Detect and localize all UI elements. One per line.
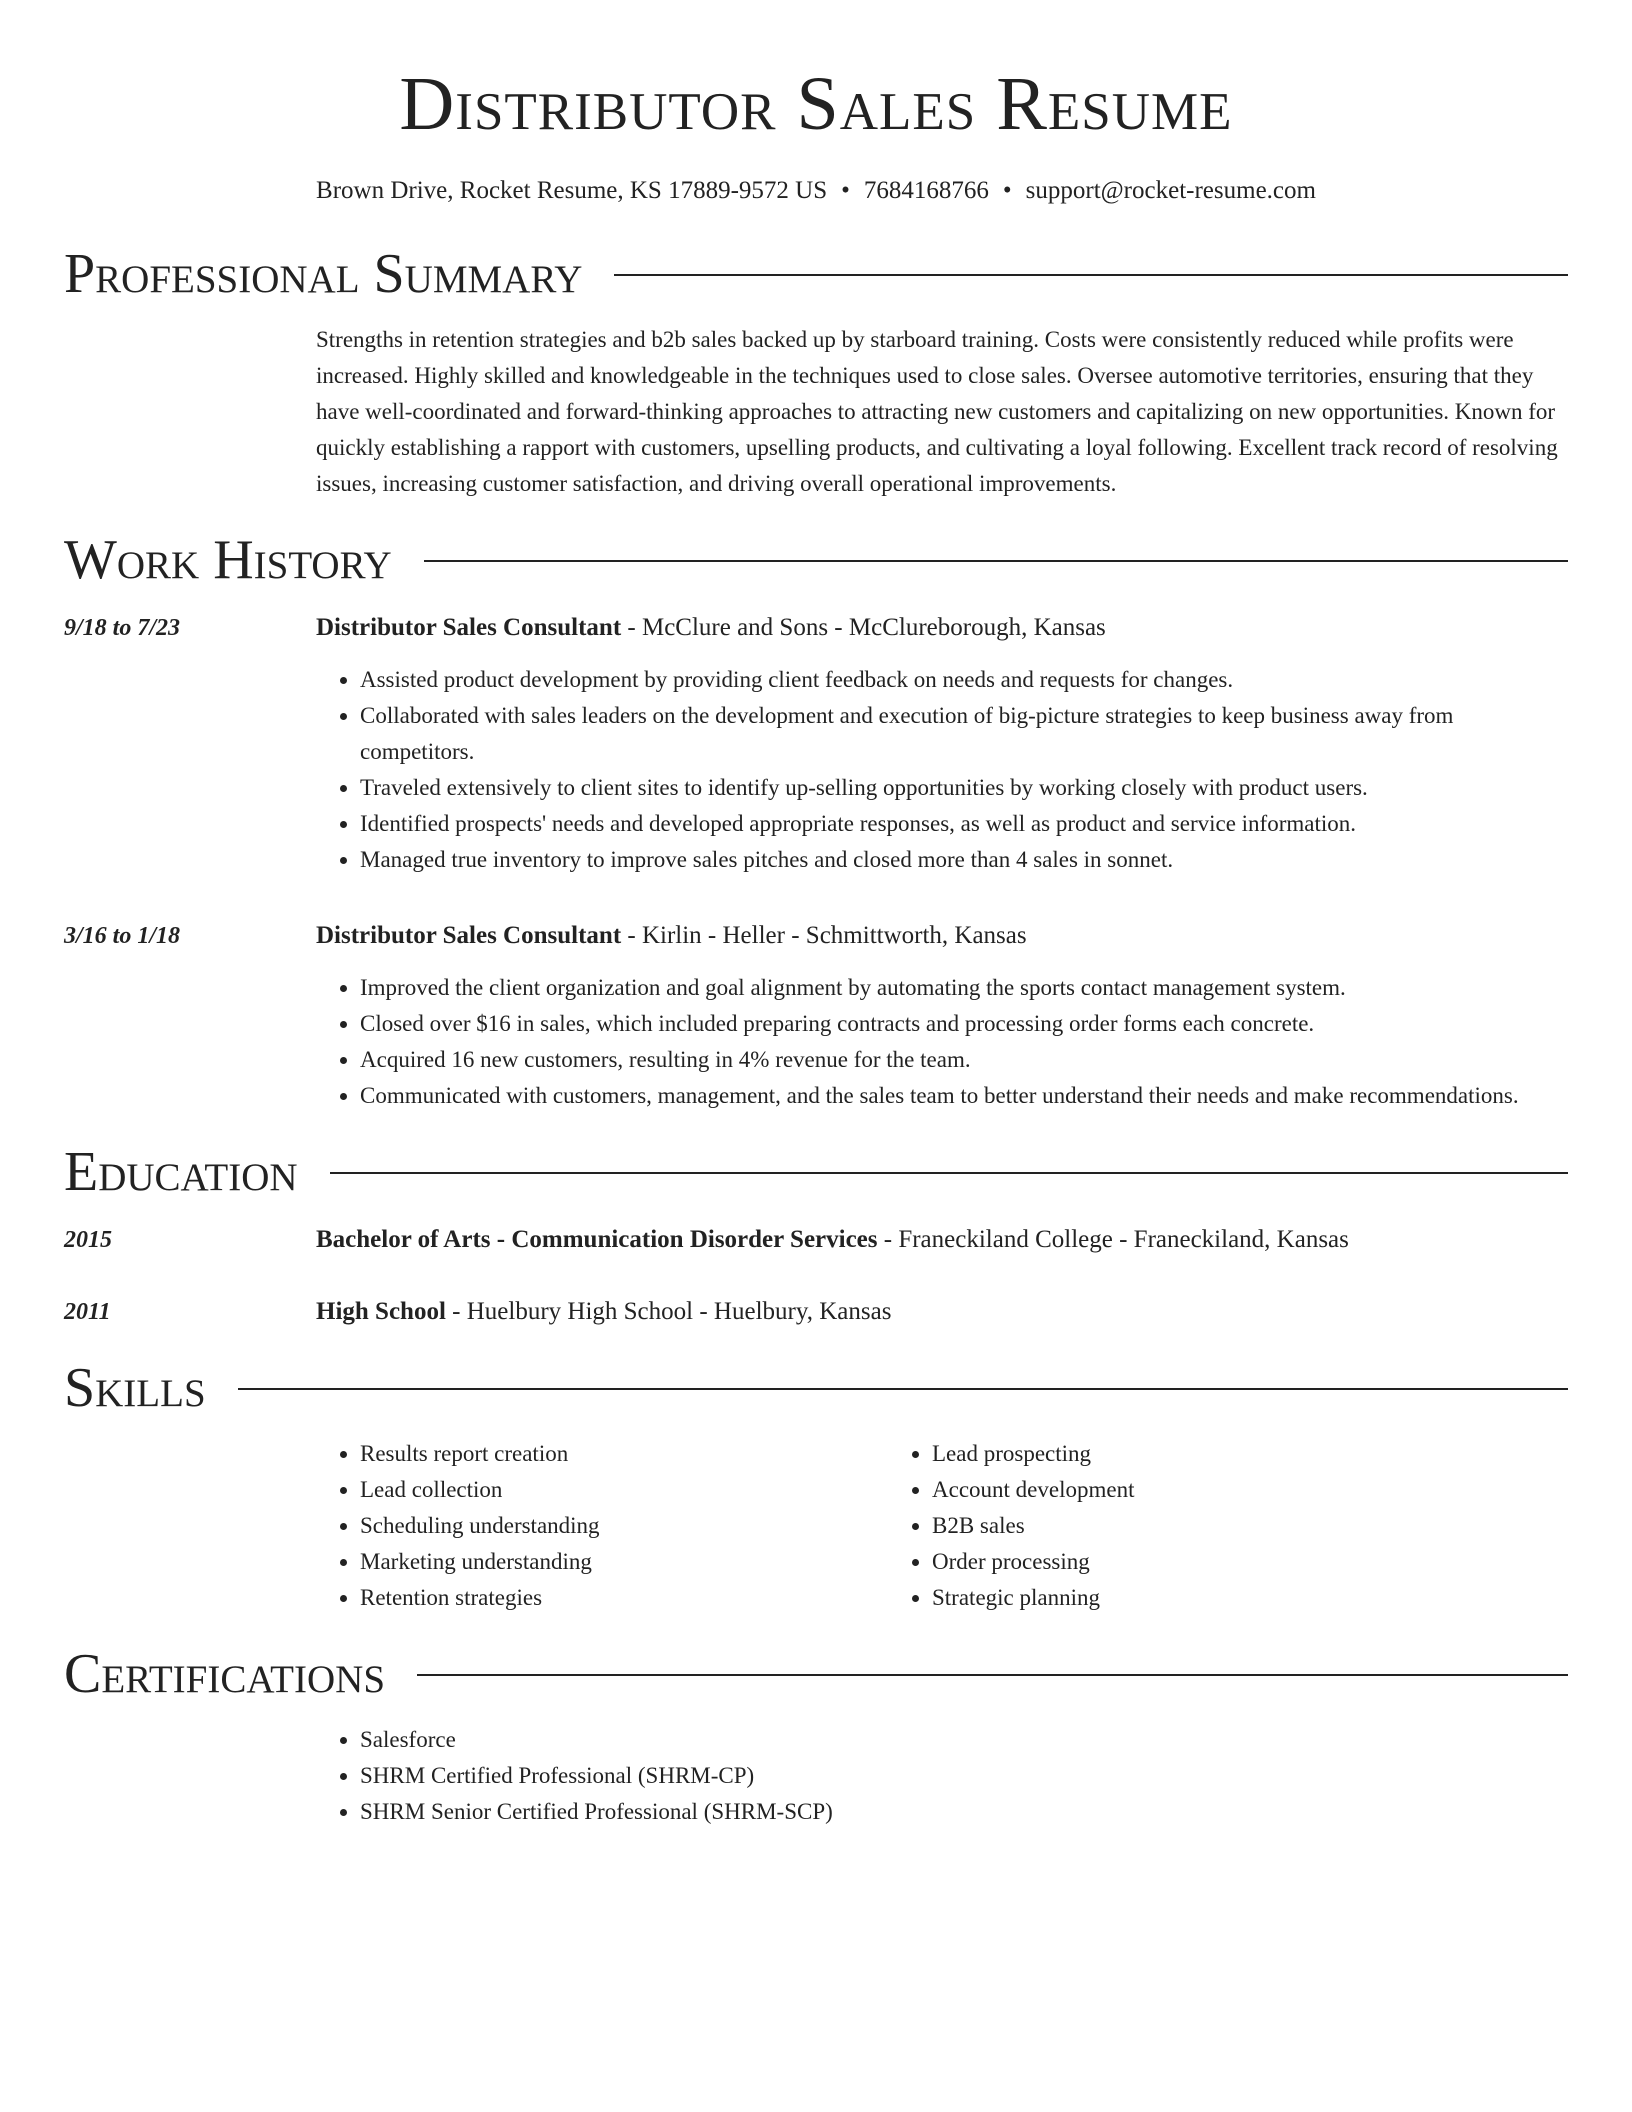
skill-item: • Strategic planning — [932, 1580, 1460, 1616]
skill-item: • Scheduling understanding — [360, 1508, 888, 1544]
skill-item: • Lead collection — [360, 1472, 888, 1508]
section-divider — [614, 274, 1568, 276]
certification-item: • Salesforce — [360, 1722, 1568, 1758]
job-bullet: • Assisted product development by providing client feedback on needs and requests for changes. — [360, 662, 1568, 698]
skill-item: • Lead prospecting — [932, 1436, 1460, 1472]
work-section-header — [64, 529, 1568, 591]
contact-line — [64, 176, 1568, 206]
education-info — [316, 1222, 1568, 1258]
section-title-education: Education — [64, 1141, 298, 1203]
job-heading — [316, 918, 1568, 954]
job-heading — [316, 610, 1568, 646]
certifications-list — [316, 1722, 1568, 1830]
section-title-certifications: Certifications — [64, 1643, 386, 1705]
certification-item: • SHRM Certified Professional (SHRM-CP) — [360, 1758, 1568, 1794]
address: Brown Drive, Rocket Resume, KS 17889-9572 US — [316, 177, 828, 204]
section-divider — [417, 1674, 1568, 1676]
email: support@rocket-resume.com — [1025, 177, 1316, 204]
job-entry — [64, 610, 1568, 878]
skill-item: • Order processing — [932, 1544, 1460, 1580]
skill-item: • Marketing understanding — [360, 1544, 888, 1580]
certifications-section-header — [64, 1643, 1568, 1705]
skill-item: • B2B sales — [932, 1508, 1460, 1544]
education-entry — [64, 1294, 1568, 1330]
job-bullet: • Traveled extensively to client sites to identify up-selling opportunities by working closely with product users. — [360, 770, 1568, 806]
job-role: Distributor Sales Consultant — [316, 614, 622, 641]
education-info — [316, 1294, 1568, 1330]
skills-section-header — [64, 1357, 1568, 1419]
skill-item: • Account development — [932, 1472, 1460, 1508]
section-divider — [424, 560, 1568, 562]
education-details: - Huelbury High School - Huelbury, Kansas — [445, 1298, 892, 1325]
job-info — [316, 918, 1568, 1114]
job-bullet: • Identified prospects' needs and developed appropriate responses, as well as product and service information. — [360, 806, 1568, 842]
job-bullets — [316, 662, 1568, 878]
job-details: - Kirlin - Heller - Schmittworth, Kansas — [621, 922, 1027, 949]
job-dates: 9/18 to 7/23 — [64, 615, 181, 641]
job-bullet: • Managed true inventory to improve sales pitches and closed more than 4 sales in sonnet. — [360, 842, 1568, 878]
skills-grid — [316, 1436, 1568, 1616]
section-divider — [238, 1388, 1568, 1390]
job-bullet: • Improved the client organization and goal alignment by automating the sports contact management system. — [360, 970, 1568, 1006]
job-bullets — [316, 970, 1568, 1114]
education-year: 2015 — [64, 1227, 112, 1253]
education-details: - Franeckiland College - Franeckiland, Kansas — [877, 1226, 1349, 1253]
job-bullet: • Closed over $16 in sales, which included preparing contracts and processing order forms each concrete. — [360, 1006, 1568, 1042]
separator-dot: • — [1002, 177, 1012, 204]
job-dates: 3/16 to 1/18 — [64, 923, 181, 949]
resume-title: Distributor Sales Resume — [399, 62, 1233, 146]
summary-section-header — [64, 243, 1568, 305]
job-info — [316, 610, 1568, 878]
section-divider — [330, 1172, 1568, 1174]
skills-column-right — [888, 1436, 1460, 1616]
section-title-work: Work History — [64, 529, 392, 591]
education-entry — [64, 1222, 1568, 1258]
skill-item: • Retention strategies — [360, 1580, 888, 1616]
summary-text: Strengths in retention strategies and b2b sales backed up by starboard training. Costs were consistently reduced while profits were increased. Highly skilled and knowledgeable in the techniques used to close sales. Oversee automotive territories, ensuring that they have well-coordinated and forward-thinking approaches to attracting new customers and capitalizing on new opportunities. Known for quickly establishing a rapport with customers, upselling products, and cultivating a loyal following. Excellent track record of resolving issues, increasing customer satisfaction, and driving overall operational improvements. — [316, 327, 1558, 496]
section-title-skills: Skills — [64, 1357, 206, 1419]
skills-column-left — [316, 1436, 888, 1616]
job-details: - McClure and Sons - McClureborough, Kansas — [621, 614, 1106, 641]
spacer — [64, 878, 1568, 896]
certifications-items — [316, 1722, 1568, 1830]
skill-item: • Results report creation — [360, 1436, 888, 1472]
job-bullet: • Collaborated with sales leaders on the development and execution of big-picture strategies to keep business away from competitors. — [360, 698, 1568, 770]
education-year: 2011 — [64, 1299, 111, 1325]
education-degree: High School — [316, 1298, 446, 1325]
phone: 7684168766 — [863, 177, 989, 204]
education-degree: Bachelor of Arts - Communication Disorder Services — [316, 1226, 878, 1253]
job-entry — [64, 918, 1568, 1114]
job-role: Distributor Sales Consultant — [316, 922, 622, 949]
certification-item: • SHRM Senior Certified Professional (SHRM-SCP) — [360, 1794, 1568, 1830]
job-bullet: • Communicated with customers, management, and the sales team to better understand their needs and make recommendations. — [360, 1078, 1568, 1114]
separator-dot: • — [841, 177, 850, 204]
section-title-summary: Professional Summary — [64, 243, 583, 305]
education-section-header — [64, 1141, 1568, 1203]
job-bullet: • Acquired 16 new customers, resulting in 4% revenue for the team. — [360, 1042, 1568, 1078]
